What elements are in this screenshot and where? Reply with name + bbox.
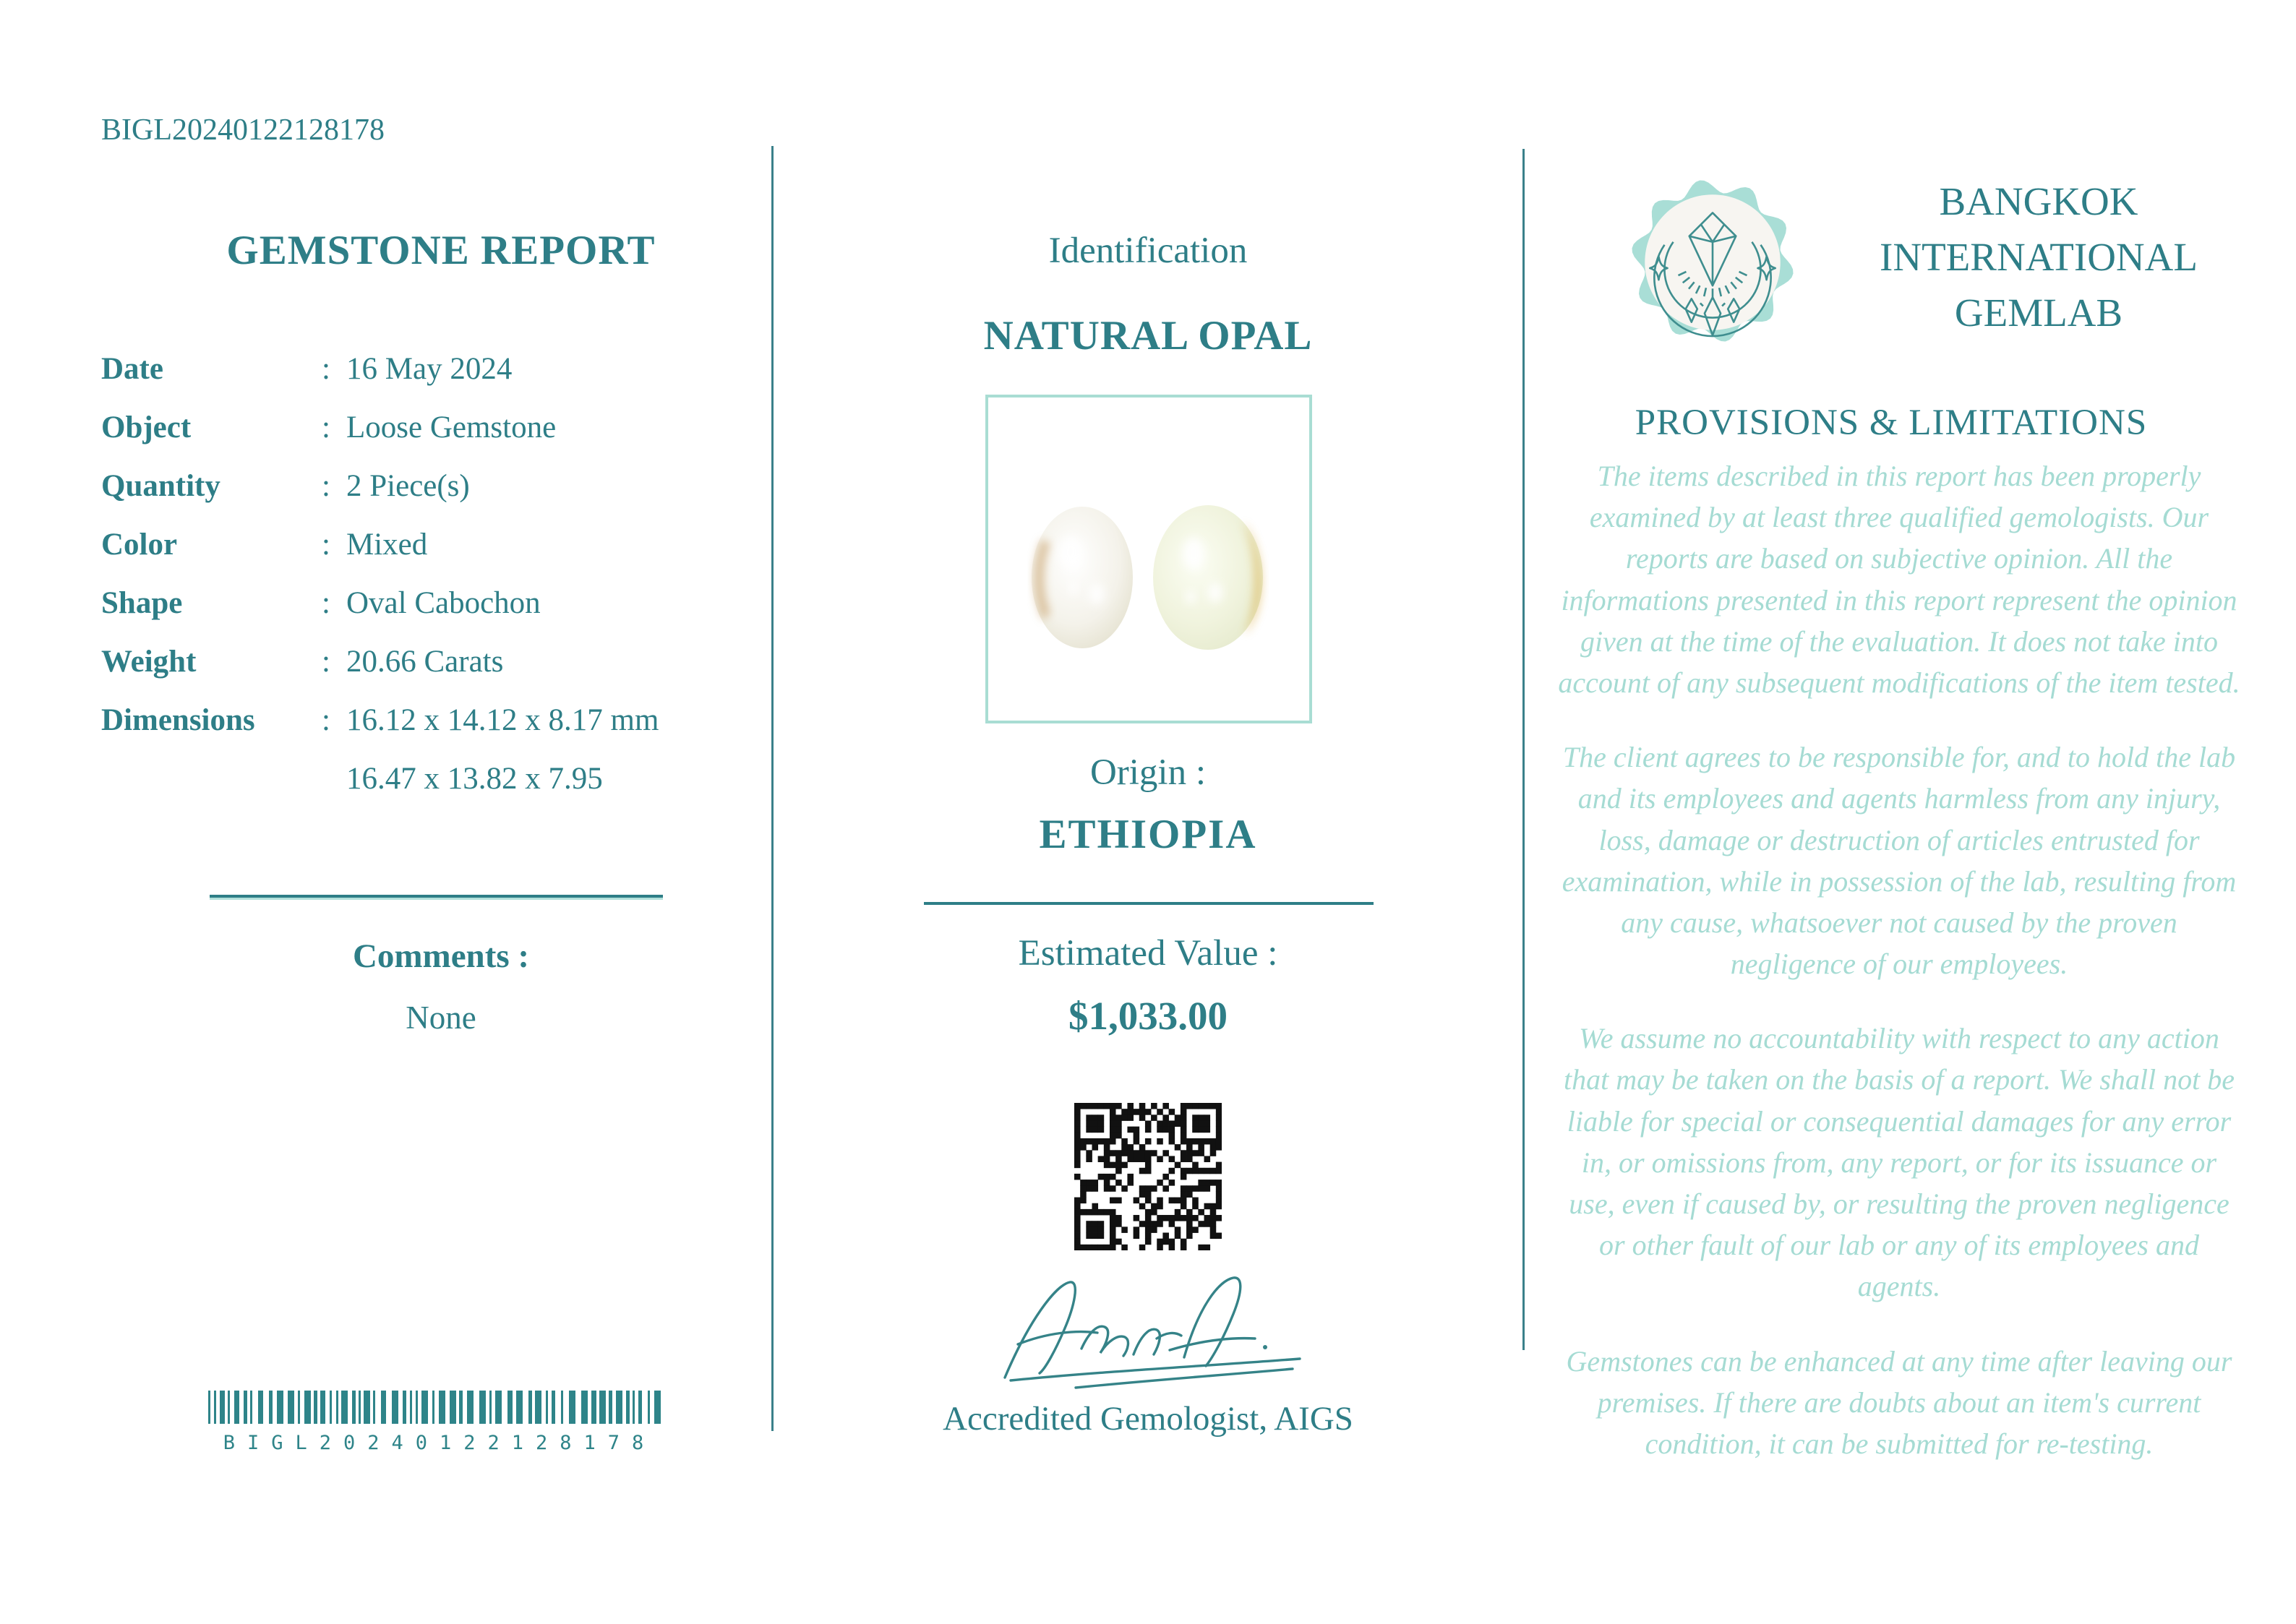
provisions-paragraph: The client agrees to be responsible for, and to hold the lab and its employees and agents harmless from any injury, loss, damage or destruction of articles entrusted for examination, while in possession of the lab, resulting from any cause, whatsoever not caused by the proven negligence of our employees. — [1562, 741, 2237, 981]
field-label: Shape — [101, 586, 183, 620]
field-colon: : — [322, 645, 330, 679]
identification-heading: Identification — [1048, 231, 1248, 271]
field-row-color — [101, 527, 752, 585]
field-row-quantity — [101, 468, 752, 527]
value-divider-line — [924, 902, 1374, 905]
field-label: Color — [101, 528, 178, 562]
field-row-dimensions — [101, 703, 752, 761]
origin-value: ETHIOPIA — [1039, 812, 1257, 857]
field-colon: : — [322, 586, 330, 620]
field-label: Object — [101, 411, 192, 444]
org-line: BANGKOK — [1939, 179, 2138, 223]
gem-identity: NATURAL OPAL — [983, 313, 1313, 358]
opal-cabochons-image — [1026, 502, 1272, 653]
signature — [989, 1263, 1322, 1401]
field-colon: : — [322, 528, 330, 562]
field-row-date — [101, 351, 752, 410]
gem-photo — [985, 395, 1312, 723]
column-divider-left — [771, 146, 774, 1431]
comments-divider-line — [210, 895, 663, 898]
field-value: Mixed — [346, 528, 428, 562]
field-value: 2 Piece(s) — [346, 469, 470, 503]
report-number: BIGL20240122128178 — [101, 113, 385, 147]
field-row-weight — [101, 644, 752, 703]
barcode — [208, 1391, 671, 1454]
report-fields-table — [101, 351, 752, 820]
signature-strokes — [989, 1263, 1322, 1401]
provisions-text — [1556, 455, 2243, 1498]
field-colon: : — [322, 411, 330, 444]
estimated-value: $1,033.00 — [1068, 994, 1228, 1038]
gemologist-credential: Accredited Gemologist, AIGS — [943, 1400, 1353, 1438]
barcode-bars — [208, 1391, 671, 1424]
field-label: Quantity — [101, 469, 220, 503]
comments-heading: Comments : — [352, 937, 530, 975]
field-row-dimensions-line2 — [101, 761, 752, 820]
field-value: Loose Gemstone — [346, 411, 557, 444]
barcode-text: BIGL20240122128178 — [223, 1432, 656, 1454]
gemlab-logo-icon — [1621, 173, 1804, 353]
column-divider-right — [1522, 149, 1525, 1350]
field-colon: : — [322, 469, 330, 503]
estimated-value-label: Estimated Value : — [1018, 933, 1278, 974]
qr-code — [1074, 1103, 1222, 1250]
provisions-paragraph: We assume no accountability with respect to any action that may be taken on the basis of a report. We shall not be liable for special or consequential damages for any error in, or omissions from, any report, or for its issuance or use, even if caused by, or resulting the proven negligence or other fault of our lab or any of its employees and agents. — [1563, 1022, 2235, 1303]
organization-name — [1822, 173, 2256, 340]
page-title: GEMSTONE REPORT — [226, 228, 656, 273]
comments-value: None — [406, 1000, 476, 1036]
provisions-paragraph: Gemstones can be enhanced at any time after leaving our premises. If there are doubts about an item's current condition, it can be submitted for re-testing. — [1566, 1344, 2232, 1460]
origin-label: Origin : — [1089, 752, 1207, 793]
org-line: INTERNATIONAL — [1880, 235, 2198, 279]
field-value-line2: 16.47 x 13.82 x 7.95 — [346, 762, 603, 796]
provisions-heading: PROVISIONS & LIMITATIONS — [1635, 403, 2148, 443]
field-colon: : — [322, 703, 330, 737]
field-value: 16.12 x 14.12 x 8.17 mm — [346, 703, 659, 737]
field-value: Oval Cabochon — [346, 586, 541, 620]
field-label: Date — [101, 352, 163, 386]
field-colon: : — [322, 352, 330, 386]
field-value: 16 May 2024 — [346, 352, 513, 386]
field-label: Dimensions — [101, 703, 255, 737]
field-value: 20.66 Carats — [346, 645, 504, 679]
org-line: GEMLAB — [1954, 291, 2123, 335]
provisions-paragraph: The items described in this report has been properly examined by at least three qualified gemologists. Our reports are based on subjective opinion. All the informations presented in this report represent the opinion given at the time of the evaluation. It does not take into account of any subsequent modifications of the item tested. — [1558, 460, 2240, 699]
field-row-object — [101, 410, 752, 468]
field-label: Weight — [101, 645, 197, 679]
field-row-shape — [101, 585, 752, 644]
